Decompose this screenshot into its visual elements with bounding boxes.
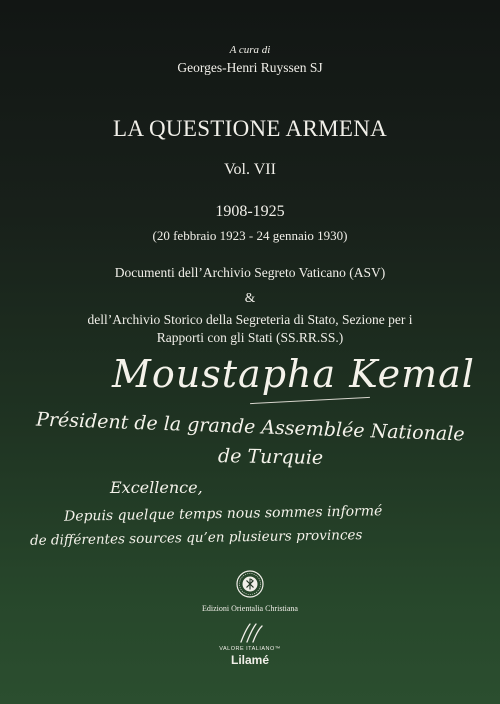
curator-name: Georges-Henri Ruyssen SJ xyxy=(177,60,323,75)
valore-italiano-tagline: VALORE ITALIANO™ xyxy=(219,646,281,652)
chi-rho-seal-icon xyxy=(236,570,264,598)
handwritten-underline xyxy=(250,397,370,404)
handwritten-salutation: Excellence, xyxy=(110,478,203,497)
volume-number: Vol. VII xyxy=(224,161,276,178)
curator-label: A cura di xyxy=(229,44,271,56)
lilame-brand: Lilamé xyxy=(230,653,269,667)
year-range: 1908-1925 xyxy=(215,203,285,220)
sources-ampersand: & xyxy=(244,290,256,305)
handwritten-body-line-2: de différentes sources qu’en plusieurs provinces xyxy=(29,527,363,549)
date-range: (20 febbraio 1923 - 24 gennaio 1930) xyxy=(152,228,348,243)
handwritten-role-line-2: de Turquie xyxy=(217,445,324,469)
publisher-name: Edizioni Orientalia Christiana xyxy=(202,604,298,613)
handwritten-name: Moustapha Kemal xyxy=(112,352,475,396)
lilame-logo-icon xyxy=(238,622,264,644)
book-title: LA QUESTIONE ARMENA xyxy=(112,116,388,141)
sources-line-1: Documenti dell’Archivio Segreto Vaticano (ASV) xyxy=(114,265,386,280)
handwritten-role-line-1: Président de la grande Assemblée Nationale xyxy=(35,408,465,446)
handwritten-body-line-1: Depuis quelque temps nous sommes informé xyxy=(63,503,383,525)
sources-line-2: dell’Archivio Storico della Segreteria di Stato, Sezione per i xyxy=(87,312,413,327)
sources-line-3: Rapporti con gli Stati (SS.RR.SS.) xyxy=(156,330,344,345)
